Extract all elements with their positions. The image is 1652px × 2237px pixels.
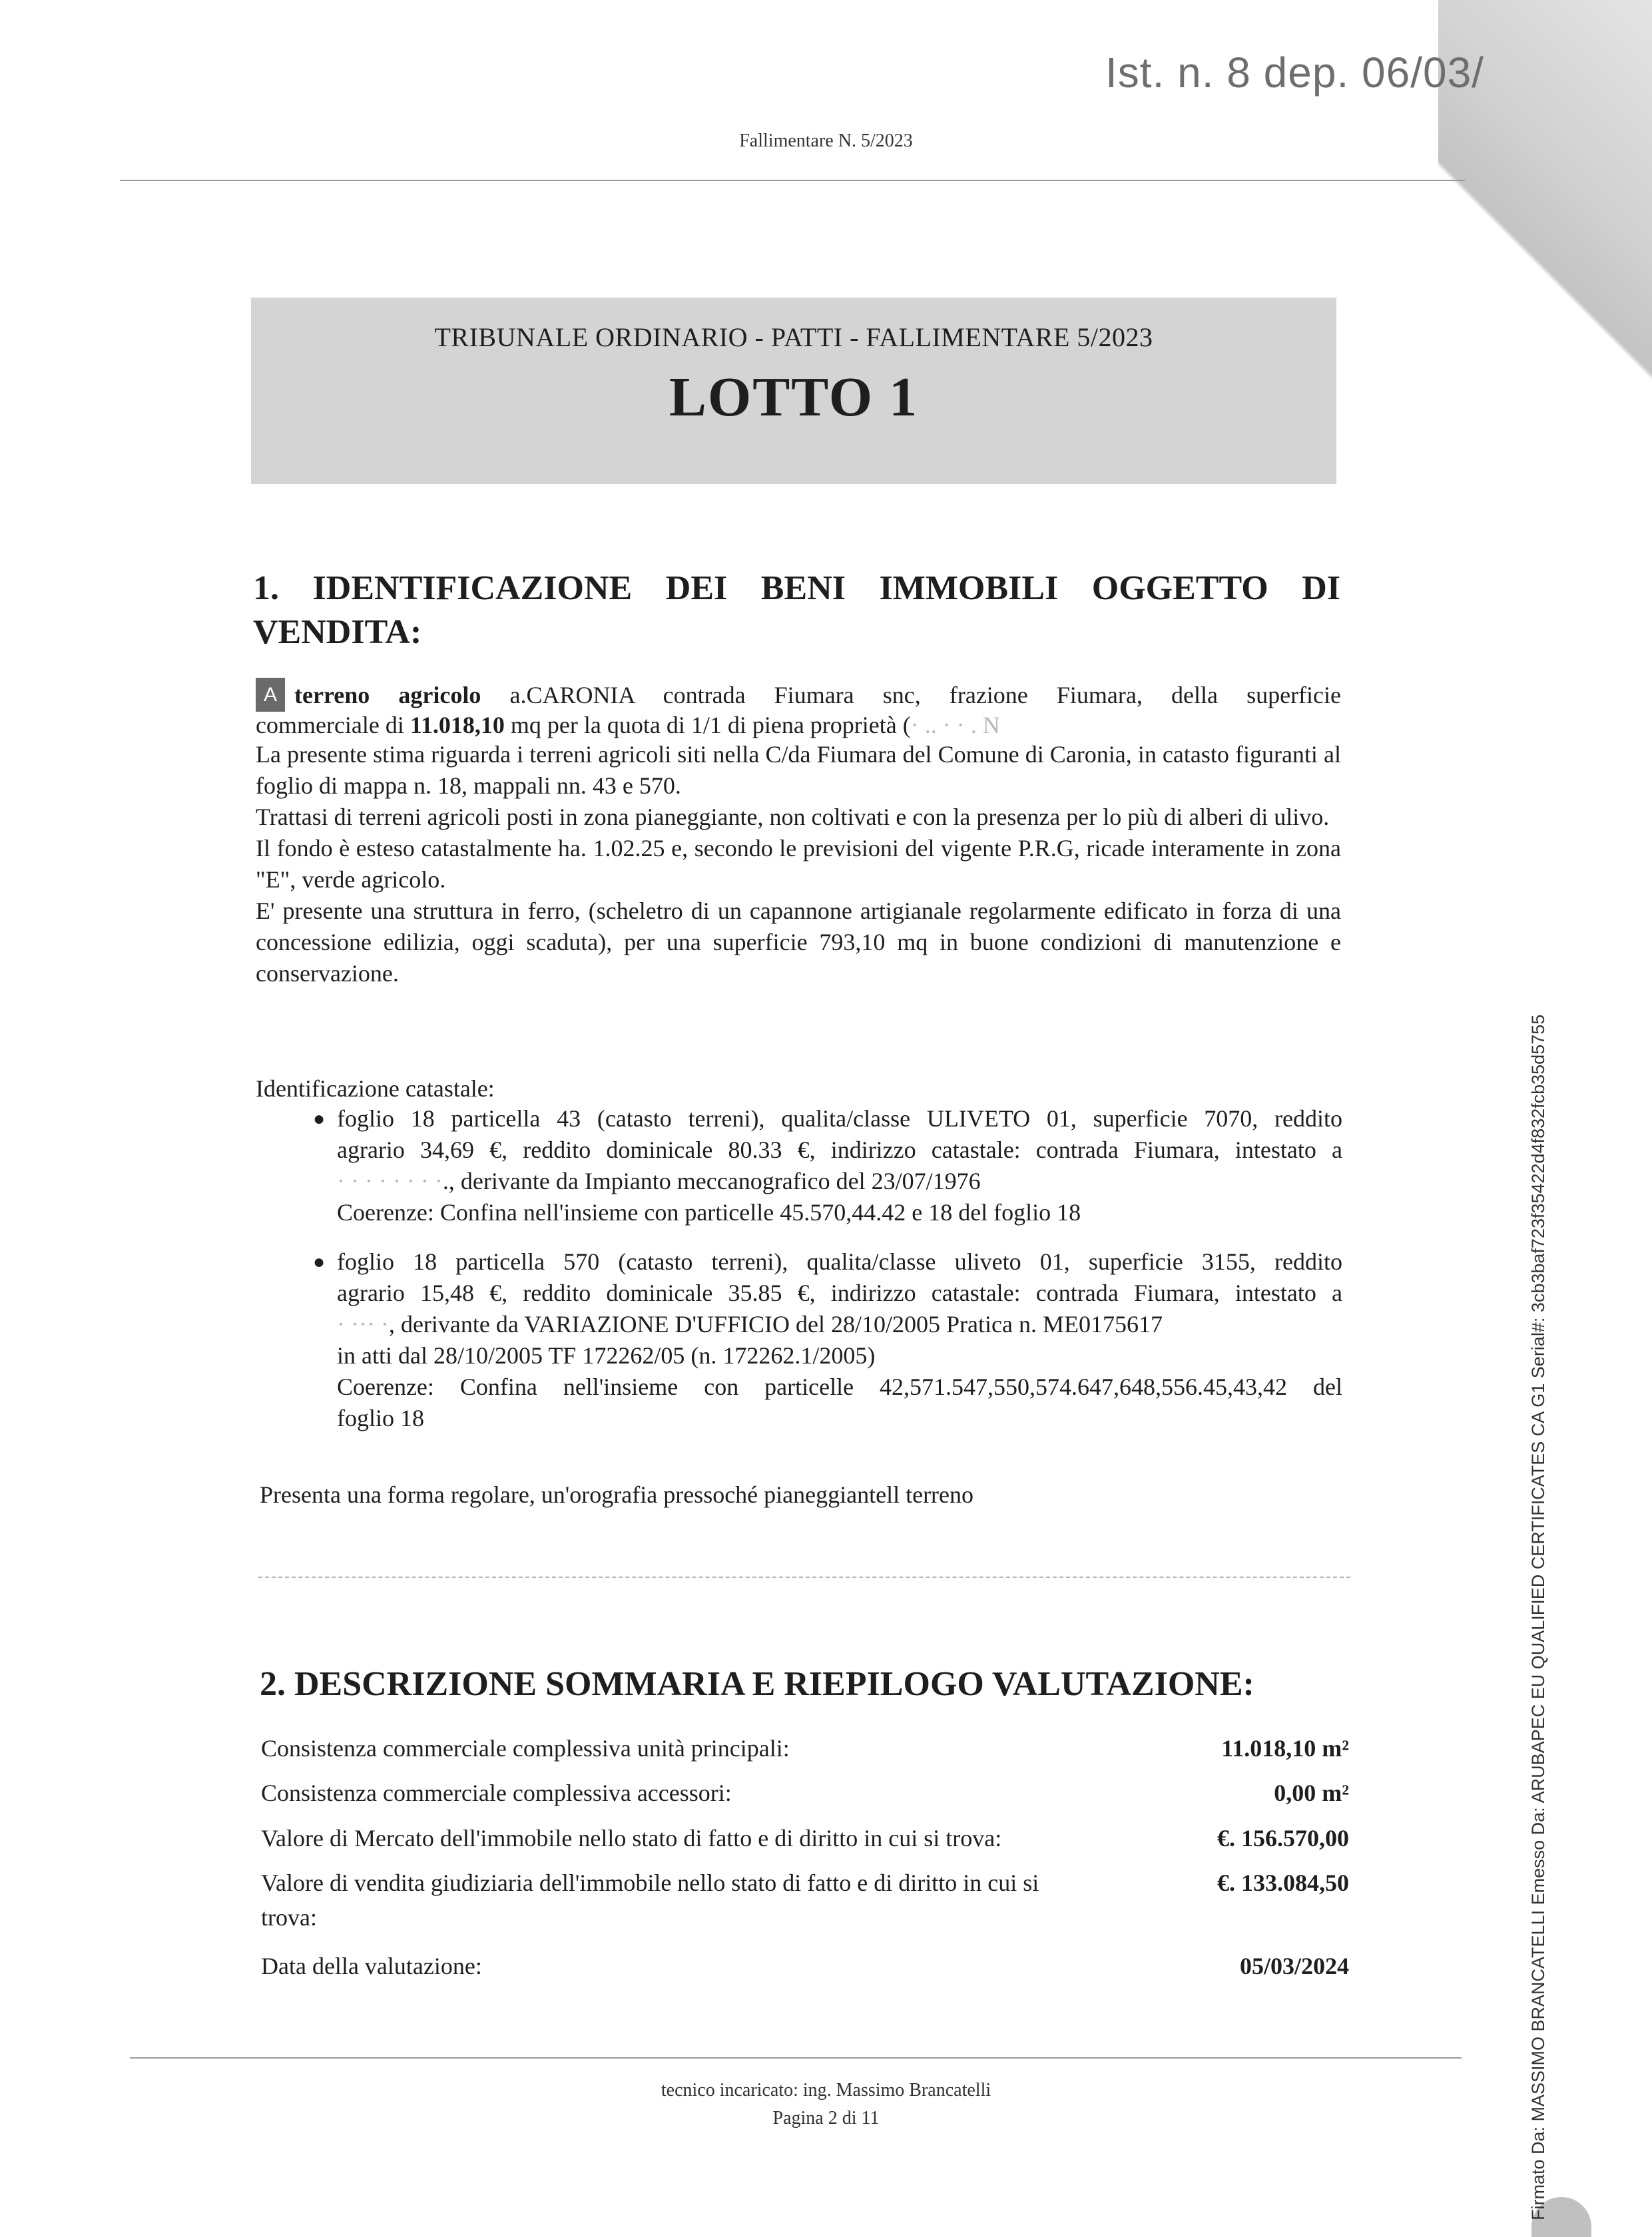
- digital-signature: Firmato Da: MASSIMO BRANCATELLI Emesso Da: ARUBAPEC EU QUALIFIED CERTIFICATES CA G1 Serial#: 3cb3baf723f35422d4f832fcb35d5755: [1528, 1014, 1548, 2220]
- redacted-holder-2: · ··· ·: [337, 1311, 389, 1338]
- bullet2-line3: , derivante da VARIAZIONE D'UFFICIO del 28/10/2005 Pratica n. ME0175617: [388, 1311, 1163, 1338]
- intro-line2: [256, 710, 1341, 741]
- bullet-icon: ●: [313, 1108, 326, 1130]
- summary-value: €. 133.084,50: [1217, 1869, 1349, 1896]
- bullet1-line1: foglio 18 particella 43 (catasto terreni), qualita/classe ULIVETO 01, superficie 7070, reddito: [337, 1105, 1342, 1132]
- summary-label-line2: trova:: [261, 1904, 317, 1931]
- description-paragraph-3: Il fondo è esteso catastalmente ha. 1.02.25 e, secondo le previsioni del vigente P.R.G, ricade interamente in zona "E", verde agricolo.: [256, 835, 1341, 893]
- banner-subtitle: TRIBUNALE ORDINARIO - PATTI - FALLIMENTARE 5/2023: [434, 322, 1153, 352]
- section1-title-line2: VENDITA:: [253, 613, 422, 651]
- summary-label: Valore di Mercato dell'immobile nello stato di fatto e di diritto in cui si trova:: [261, 1825, 1002, 1852]
- bullet1-line3: ., derivante da Impianto meccanografico del 23/07/1976: [442, 1168, 981, 1194]
- bullet2-line2: agrario 15,48 €, reddito dominicale 35.85 €, indirizzo catastale: contrada Fiumara, intestato a: [337, 1280, 1342, 1306]
- closing-remark: Presenta una forma regolare, un'orografia pressoché pianeggiantell terreno: [260, 1481, 974, 1508]
- section1-title-line1: 1. IDENTIFICAZIONE DEI BENI IMMOBILI OGGETTO DI: [253, 569, 1340, 607]
- footer-page-number: Pagina 2 di 11: [772, 2108, 880, 2128]
- section-divider: [258, 1577, 1350, 1578]
- summary-value: 11.018,10 m²: [1221, 1735, 1349, 1762]
- summary-value: 05/03/2024: [1239, 1953, 1349, 1979]
- cadastral-item-2: [313, 1246, 1342, 1434]
- page-header: Fallimentare N. 5/2023: [739, 130, 913, 151]
- cadastral-heading: Identificazione catastale:: [256, 1075, 495, 1102]
- lot-badge: A: [256, 678, 285, 712]
- bullet2-line4: in atti dal 28/10/2005 TF 172262/05 (n. 172262.1/2005): [337, 1342, 876, 1369]
- header-rule: [120, 180, 1465, 181]
- description-paragraph-4: E' presente una struttura in ferro, (scheletro di un capannone artigianale regolarmente edificato in forza di una concessione edilizia, oggi scaduta), per una superficie 793,10 mq in buone condizioni di manutenzione e conservazione.: [256, 897, 1341, 987]
- redacted-holder-1: · · · · · · · ·: [337, 1168, 443, 1194]
- deposit-stamp: Ist. n. 8 dep. 06/03/: [1105, 49, 1484, 97]
- bullet2-line6: foglio 18: [337, 1405, 424, 1431]
- bullet1-line2: agrario 34,69 €, reddito dominicale 80.33 €, indirizzo catastale: contrada Fiumara, intestato a: [337, 1136, 1342, 1163]
- description-block: [256, 739, 1341, 989]
- intro-line2-pre: commerciale di: [256, 712, 404, 738]
- summary-value: 0,00 m²: [1274, 1780, 1349, 1806]
- summary-label: Consistenza commerciale complessiva accessori:: [261, 1780, 732, 1806]
- summary-value: €. 156.570,00: [1217, 1825, 1349, 1852]
- summary-label: Consistenza commerciale complessiva unità principali:: [261, 1735, 790, 1762]
- summary-label: [261, 1865, 1153, 1935]
- footer-technician: tecnico incaricato: ing. Massimo Brancatelli: [661, 2080, 991, 2101]
- section2-title: 2. DESCRIZIONE SOMMARIA E RIEPILOGO VALUTAZIONE:: [260, 1665, 1254, 1703]
- lot-banner: [251, 298, 1336, 484]
- intro-line1-rest: a.CARONIA contrada Fiumara snc, frazione Fiumara, della superficie: [509, 682, 1342, 708]
- footer-rule: [130, 2057, 1462, 2059]
- cadastral-item-1: [313, 1103, 1342, 1228]
- bullet1-line4: Coerenze: Confina nell'insieme con particelle 45.570,44.42 e 18 del foglio 18: [337, 1199, 1081, 1226]
- summary-label-line1: Valore di vendita giudiziaria dell'immobile nello stato di fatto e di diritto in cui si: [261, 1869, 1039, 1896]
- intro-bold: terreno agricolo: [294, 682, 481, 708]
- banner-title: LOTTO 1: [669, 366, 919, 428]
- bullet-icon: ●: [313, 1251, 326, 1273]
- intro-line2-post: mq per la quota di 1/1 di piena proprietà (: [510, 712, 911, 738]
- intro-line2-bold: 11.018,10: [410, 712, 505, 738]
- description-paragraph-2: Trattasi di terreni agricoli posti in zona pianeggiante, non coltivati e con la presenza per lo più di alberi di ulivo.: [256, 804, 1330, 830]
- intro-line1: [256, 678, 1341, 712]
- description-paragraph-1: La presente stima riguarda i terreni agricoli siti nella C/da Fiumara del Comune di Caronia, in catasto figuranti al foglio di mappa n. 18, mappali nn. 43 e 570.: [256, 741, 1341, 799]
- bullet2-line1: foglio 18 particella 570 (catasto terreni), qualita/classe uliveto 01, superficie 3155, reddito: [337, 1248, 1342, 1275]
- bullet2-line5: Coerenze: Confina nell'insieme con particelle 42,571.547,550,574.647,648,556.45,43,42 del: [337, 1373, 1342, 1400]
- summary-label: Data della valutazione:: [261, 1953, 482, 1979]
- redacted-owner: · .. · · . N: [910, 712, 1000, 738]
